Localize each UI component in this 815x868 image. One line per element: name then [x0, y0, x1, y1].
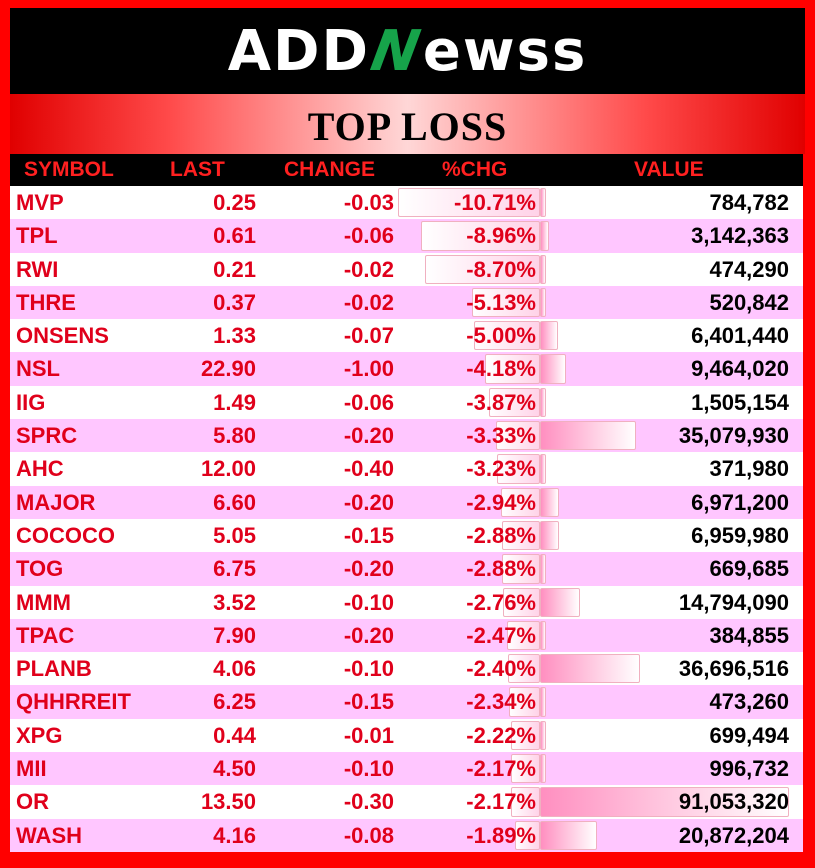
cell-last-text: 1.49 [213, 389, 256, 415]
cell-value-text: 784,782 [709, 190, 789, 215]
cell-value [540, 286, 803, 319]
cell-pct-change [394, 319, 540, 352]
cell-last [170, 552, 256, 585]
logo-text-left: ADD [227, 18, 371, 84]
cell-symbol [10, 586, 170, 619]
cell-change-text: -0.08 [343, 822, 394, 848]
cell-change-text: -0.20 [343, 556, 394, 582]
cell-value-text: 474,290 [709, 256, 789, 282]
cell-pct-change-text: -2.34% [466, 689, 536, 715]
brand-logo [228, 19, 588, 84]
cell-symbol-text: MAJOR [16, 489, 96, 515]
header-pct-change: %CHG [442, 158, 508, 181]
cell-last-text: 4.50 [213, 756, 256, 782]
cell-change [256, 586, 394, 619]
cell-value [540, 586, 803, 619]
cell-symbol-text: WASH [16, 822, 82, 848]
cell-pct-change [394, 719, 540, 752]
cell-pct-change [394, 586, 540, 619]
cell-last-text: 0.44 [213, 722, 256, 748]
table-row [10, 286, 803, 319]
cell-value-text: 6,959,980 [691, 522, 789, 548]
cell-value [540, 253, 803, 286]
cell-last [170, 586, 256, 619]
value-databar [540, 687, 546, 716]
page-title: TOP LOSS [307, 104, 508, 149]
header-symbol: SYMBOL [24, 158, 114, 181]
cell-pct-change [394, 286, 540, 319]
cell-value [540, 386, 803, 419]
table-row [10, 785, 803, 818]
cell-change-text: -0.10 [343, 756, 394, 782]
logo-accent-letter: N [366, 18, 427, 84]
table-row [10, 752, 803, 785]
cell-pct-change [394, 685, 540, 718]
cell-value-text: 1,505,154 [691, 389, 789, 415]
value-databar [540, 388, 546, 417]
value-databar [540, 821, 597, 850]
cell-symbol [10, 619, 170, 652]
cell-symbol-text: IIG [16, 389, 46, 415]
value-databar [540, 488, 559, 517]
cell-change [256, 219, 394, 252]
logo-text-right: ewss [422, 18, 588, 84]
cell-pct-change-text: -2.22% [466, 722, 536, 748]
value-databar [540, 621, 546, 650]
cell-last-text: 7.90 [213, 622, 256, 648]
cell-value [540, 752, 803, 785]
cell-value [540, 486, 803, 519]
cell-change [256, 486, 394, 519]
cell-pct-change-text: -2.17% [466, 789, 536, 815]
cell-change [256, 319, 394, 352]
cell-pct-change [394, 552, 540, 585]
cell-value [540, 352, 803, 385]
cell-symbol [10, 719, 170, 752]
cell-symbol [10, 552, 170, 585]
table-row [10, 319, 803, 352]
value-databar [540, 754, 546, 783]
cell-change [256, 752, 394, 785]
cell-change-text: -0.07 [343, 323, 394, 349]
cell-pct-change [394, 519, 540, 552]
header-last: LAST [170, 158, 225, 181]
cell-change-text: -0.15 [343, 689, 394, 715]
cell-value-text: 91,053,320 [678, 789, 789, 815]
top-loss-table [10, 186, 803, 852]
value-databar [540, 654, 640, 683]
table-row [10, 519, 803, 552]
cell-symbol [10, 386, 170, 419]
cell-symbol-text: XPG [16, 722, 63, 748]
cell-pct-change-text: -2.94% [466, 489, 536, 515]
cell-last-text: 4.06 [213, 656, 256, 682]
cell-last-text: 6.60 [213, 489, 256, 515]
cell-pct-change-text: -3.23% [466, 456, 536, 482]
cell-last-text: 3.52 [213, 589, 256, 615]
cell-pct-change [394, 619, 540, 652]
cell-change [256, 652, 394, 685]
cell-change-text: -0.30 [343, 789, 394, 815]
value-databar [540, 521, 559, 550]
cell-value-text: 699,494 [709, 722, 789, 748]
table-row [10, 186, 803, 219]
cell-value-text: 9,464,020 [691, 356, 789, 382]
cell-change [256, 552, 394, 585]
cell-change [256, 819, 394, 852]
cell-pct-change-text: -8.70% [466, 256, 536, 282]
cell-symbol [10, 219, 170, 252]
cell-change-text: -0.06 [343, 389, 394, 415]
cell-last [170, 419, 256, 452]
cell-change-text: -0.10 [343, 589, 394, 615]
cell-pct-change-text: -2.47% [466, 622, 536, 648]
cell-pct-change-text: -2.88% [466, 556, 536, 582]
table-row [10, 253, 803, 286]
cell-value-text: 6,971,200 [691, 489, 789, 515]
table-row [10, 452, 803, 485]
cell-pct-change-text: -1.89% [466, 822, 536, 848]
cell-value-text: 3,142,363 [691, 223, 789, 249]
cell-value [540, 819, 803, 852]
table-row [10, 685, 803, 718]
cell-change-text: -0.06 [343, 223, 394, 249]
cell-value-text: 20,872,204 [678, 822, 789, 848]
cell-symbol [10, 452, 170, 485]
cell-pct-change-text: -2.17% [466, 756, 536, 782]
cell-change-text: -0.02 [343, 289, 394, 315]
cell-symbol [10, 752, 170, 785]
table-row [10, 219, 803, 252]
cell-symbol [10, 319, 170, 352]
cell-pct-change [394, 752, 540, 785]
cell-symbol-text: NSL [16, 356, 60, 382]
cell-change-text: -0.40 [343, 456, 394, 482]
cell-value [540, 186, 803, 219]
cell-last [170, 819, 256, 852]
cell-pct-change-text: -5.13% [466, 289, 536, 315]
cell-symbol-text: TPL [16, 223, 58, 249]
cell-value-text: 520,842 [709, 289, 789, 315]
cell-change [256, 719, 394, 752]
cell-pct-change [394, 186, 540, 219]
cell-last-text: 0.25 [213, 190, 256, 215]
cell-symbol [10, 419, 170, 452]
cell-pct-change [394, 785, 540, 818]
cell-change [256, 452, 394, 485]
cell-last [170, 486, 256, 519]
cell-change-text: -0.20 [343, 423, 394, 449]
cell-pct-change-text: -2.76% [466, 589, 536, 615]
value-databar [540, 588, 580, 617]
cell-value-text: 996,732 [709, 756, 789, 782]
cell-value [540, 685, 803, 718]
cell-pct-change [394, 819, 540, 852]
value-databar [540, 554, 546, 583]
table-row [10, 419, 803, 452]
cell-value [540, 552, 803, 585]
cell-last [170, 286, 256, 319]
cell-change-text: -0.20 [343, 489, 394, 515]
cell-last [170, 386, 256, 419]
table-row [10, 819, 803, 852]
cell-value-text: 36,696,516 [678, 656, 789, 682]
cell-pct-change-text: -2.40% [466, 656, 536, 682]
cell-value [540, 652, 803, 685]
cell-change-text: -1.00 [343, 356, 394, 382]
cell-last-text: 6.75 [213, 556, 256, 582]
cell-change [256, 685, 394, 718]
cell-pct-change-text: -3.87% [466, 389, 536, 415]
header-change: CHANGE [284, 158, 376, 181]
cell-symbol-text: COCOCO [16, 522, 115, 548]
cell-last-text: 5.80 [213, 423, 256, 449]
cell-change-text: -0.03 [343, 190, 394, 215]
cell-last-text: 22.90 [200, 356, 256, 382]
cell-symbol-text: QHHRREIT [16, 689, 131, 715]
value-databar [540, 721, 546, 750]
value-databar [540, 454, 546, 483]
cell-last-text: 0.61 [213, 223, 256, 249]
cell-symbol [10, 785, 170, 818]
cell-symbol [10, 519, 170, 552]
cell-symbol-text: ONSENS [16, 323, 109, 349]
cell-pct-change-text: -2.88% [466, 522, 536, 548]
cell-symbol-text: MMM [16, 589, 71, 615]
cell-symbol [10, 685, 170, 718]
cell-last-text: 5.05 [213, 522, 256, 548]
cell-last-text: 0.37 [213, 289, 256, 315]
title-band [10, 94, 805, 154]
table-header [10, 154, 803, 186]
header-value: VALUE [634, 158, 704, 181]
cell-symbol-text: MII [16, 756, 47, 782]
cell-symbol [10, 286, 170, 319]
value-databar [540, 221, 549, 250]
cell-last [170, 685, 256, 718]
table-row [10, 352, 803, 385]
cell-change [256, 286, 394, 319]
cell-symbol-text: MVP [16, 190, 64, 215]
cell-change [256, 186, 394, 219]
cell-value-text: 473,260 [709, 689, 789, 715]
cell-value [540, 419, 803, 452]
cell-value [540, 619, 803, 652]
cell-value [540, 219, 803, 252]
cell-pct-change [394, 486, 540, 519]
cell-last [170, 319, 256, 352]
cell-value-text: 14,794,090 [678, 589, 789, 615]
value-databar [540, 188, 546, 217]
cell-symbol-text: TPAC [16, 622, 75, 648]
cell-change [256, 386, 394, 419]
cell-symbol-text: RWI [16, 256, 59, 282]
cell-pct-change [394, 219, 540, 252]
cell-last [170, 253, 256, 286]
table-row [10, 386, 803, 419]
cell-last [170, 186, 256, 219]
cell-pct-change [394, 452, 540, 485]
table-row [10, 652, 803, 685]
cell-value-text: 371,980 [709, 456, 789, 482]
cell-change [256, 352, 394, 385]
cell-pct-change [394, 352, 540, 385]
cell-change-text: -0.15 [343, 522, 394, 548]
cell-symbol [10, 819, 170, 852]
cell-pct-change [394, 253, 540, 286]
table-row [10, 486, 803, 519]
cell-value [540, 785, 803, 818]
cell-symbol-text: TOG [16, 556, 64, 582]
cell-value-text: 35,079,930 [678, 423, 789, 449]
cell-last [170, 219, 256, 252]
cell-pct-change [394, 419, 540, 452]
cell-last [170, 785, 256, 818]
cell-change [256, 253, 394, 286]
cell-value-text: 384,855 [709, 622, 789, 648]
cell-pct-change-text: -8.96% [466, 223, 536, 249]
cell-symbol [10, 486, 170, 519]
cell-value-text: 6,401,440 [691, 323, 789, 349]
cell-last [170, 352, 256, 385]
cell-pct-change-text: -4.18% [466, 356, 536, 382]
cell-symbol [10, 652, 170, 685]
cell-value [540, 519, 803, 552]
cell-pct-change-text: -3.33% [466, 423, 536, 449]
cell-value [540, 319, 803, 352]
cell-last [170, 652, 256, 685]
cell-change-text: -0.20 [343, 622, 394, 648]
cell-value [540, 452, 803, 485]
cell-last-text: 4.16 [213, 822, 256, 848]
cell-change [256, 519, 394, 552]
table-row [10, 719, 803, 752]
cell-last-text: 12.00 [200, 456, 256, 482]
cell-last-text: 13.50 [200, 789, 256, 815]
value-databar [540, 255, 546, 284]
cell-symbol [10, 186, 170, 219]
cell-pct-change-text: -5.00% [466, 323, 536, 349]
cell-change-text: -0.10 [343, 656, 394, 682]
cell-symbol-text: THRE [16, 289, 76, 315]
table-row [10, 619, 803, 652]
value-databar [540, 288, 546, 317]
cell-change-text: -0.02 [343, 256, 394, 282]
cell-last-text: 0.21 [213, 256, 256, 282]
cell-symbol [10, 253, 170, 286]
cell-value-text: 669,685 [709, 556, 789, 582]
cell-symbol [10, 352, 170, 385]
cell-symbol-text: PLANB [16, 656, 92, 682]
cell-pct-change-text: -10.71% [454, 190, 536, 215]
cell-change [256, 419, 394, 452]
cell-symbol-text: AHC [16, 456, 64, 482]
cell-change-text: -0.01 [343, 722, 394, 748]
cell-symbol-text: SPRC [16, 423, 78, 449]
cell-last [170, 719, 256, 752]
value-databar [540, 321, 558, 350]
value-databar [540, 421, 636, 450]
cell-last [170, 452, 256, 485]
cell-last [170, 752, 256, 785]
cell-pct-change [394, 652, 540, 685]
cell-change [256, 619, 394, 652]
cell-change [256, 785, 394, 818]
cell-pct-change [394, 386, 540, 419]
cell-last-text: 1.33 [213, 323, 256, 349]
cell-last-text: 6.25 [213, 689, 256, 715]
table-row [10, 552, 803, 585]
cell-value [540, 719, 803, 752]
cell-last [170, 519, 256, 552]
table-row [10, 586, 803, 619]
value-databar [540, 354, 566, 383]
logo-bar [10, 8, 805, 94]
cell-last [170, 619, 256, 652]
cell-symbol-text: OR [16, 789, 49, 815]
